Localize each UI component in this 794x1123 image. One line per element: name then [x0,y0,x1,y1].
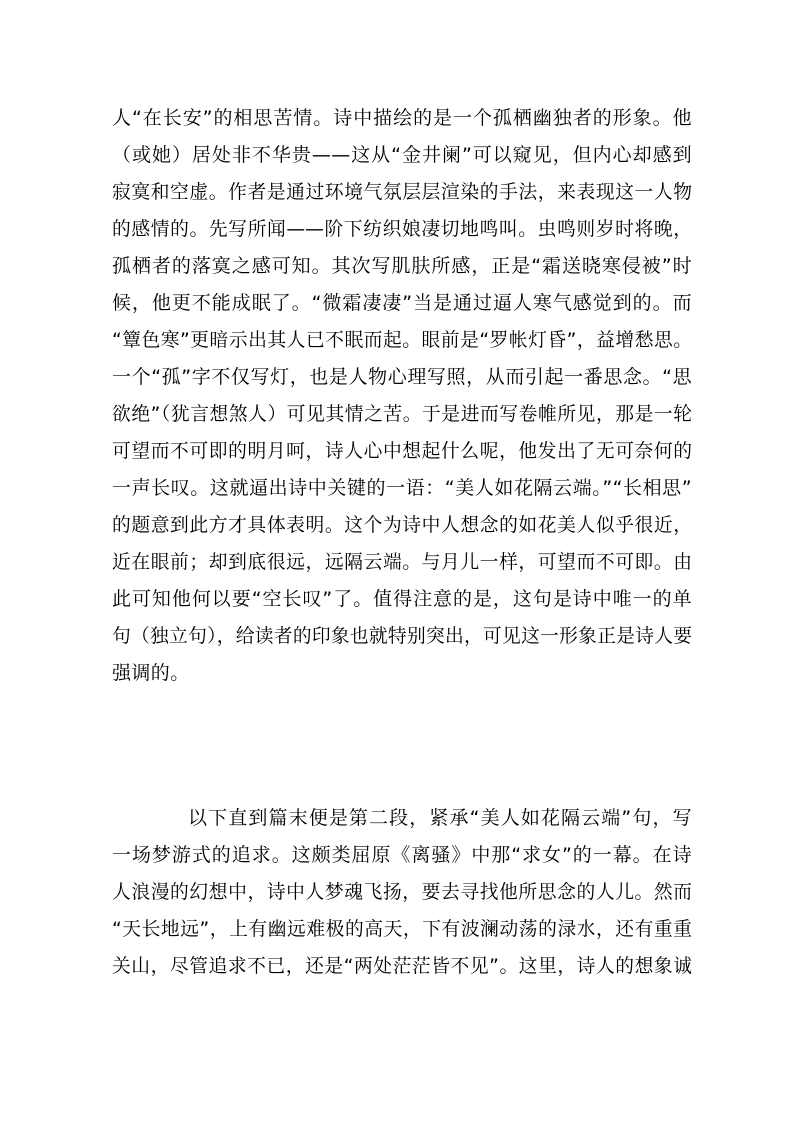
paragraph-1 [112,100,692,692]
text-line: 候，他更不能成眠了。“微霜凄凄”当是通过逼人寒气感觉到的。而 [112,292,692,314]
text-line: 的题意到此方才具体表明。这个为诗中人想念的如花美人似乎很近， [112,515,692,536]
text-line: “簟色寒”更暗示出其人已不眠而起。眼前是“罗帐灯昏”，益增愁思。 [112,330,692,351]
text-line: （或她）居处非不华贵——这从“金井阑”可以窥见，但内心却感到 [112,144,692,166]
text-line: 寂寞和空虚。作者是通过环境气氛层层渲染的手法，来表现这一人物 [112,182,692,203]
text-line: 一场梦游式的追求。这颇类屈原《离骚》中那“求女”的一幕。在诗 [112,844,692,866]
text-line: 以下直到篇末便是第二段，紧承“美人如花隔云端”句，写 [188,807,692,829]
text-line: 人“在长安”的相思苦情。诗中描绘的是一个孤栖幽独者的形象。他 [112,107,692,129]
text-line: 句（独立句），给读者的印象也就特别突出，可见这一形象正是诗人要 [112,626,692,647]
text-line: 欲绝”（犹言想煞人）可见其情之苦。于是进而写卷帷所见，那是一轮 [112,404,692,425]
text-line: 关山，尽管追求不已，还是“两处茫茫皆不见”。这里，诗人的想象诚 [112,956,692,977]
text-line: 的感情的。先写所闻——阶下纺织娘凄切地鸣叫。虫鸣则岁时将晚， [112,219,692,240]
text-line: 强调的。 [112,662,190,684]
paragraph-2 [112,800,692,985]
text-line: 一声长叹。这就逼出诗中关键的一语：“美人如花隔云端。”“长相思” [112,477,692,499]
text-line: 近在眼前；却到底很远，远隔云端。与月儿一样，可望而不可即。由 [112,552,692,573]
text-line: 人浪漫的幻想中，诗中人梦魂飞扬，要去寻找他所思念的人儿。然而 [112,882,692,903]
text-line: 一个“孤”字不仅写灯，也是人物心理写照，从而引起一番思念。“思 [112,366,692,388]
text-line: 孤栖者的落寞之感可知。其次写肌肤所感，正是“霜送晓寒侵被”时 [112,255,692,277]
text-line: “天长地远”，上有幽远难极的高天，下有波澜动荡的渌水，还有重重 [112,919,692,940]
text-line: 可望而不可即的明月呵，诗人心中想起什么呢，他发出了无可奈何的 [112,441,692,462]
text-line: 此可知他何以要“空长叹”了。值得注意的是，这句是诗中唯一的单 [112,588,692,610]
